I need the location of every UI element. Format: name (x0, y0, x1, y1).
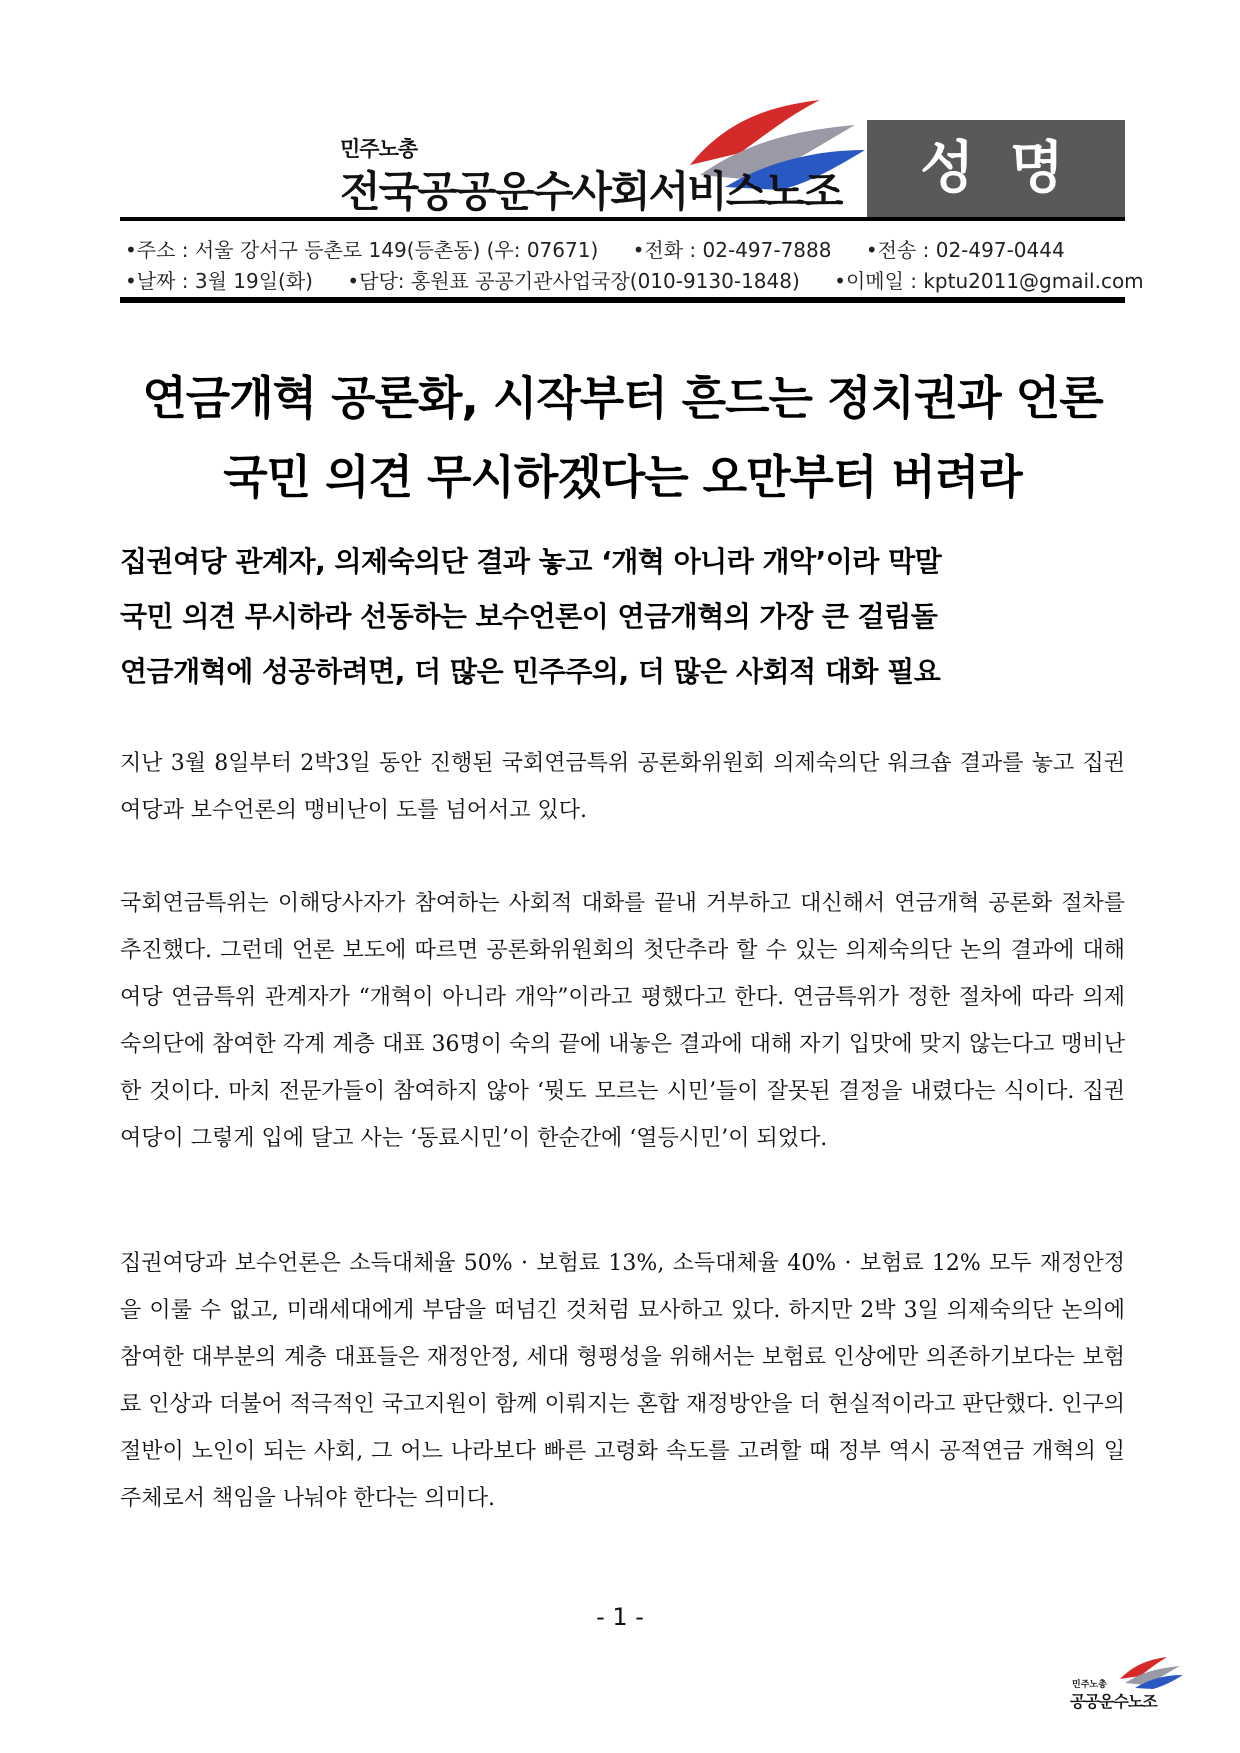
subheadline: 연금개혁에 성공하려면, 더 많은 민주주의, 더 많은 사회적 대화 필요 (120, 655, 941, 688)
org-small-label: 민주노총 (340, 137, 418, 161)
footer-logo (1070, 1655, 1190, 1715)
header-divider (120, 217, 1125, 221)
letterhead (120, 95, 1125, 220)
email-text: •이메일 : kptu2011@gmail.com (834, 269, 1144, 293)
meta-divider (120, 297, 1125, 303)
contact-info-row (125, 234, 1093, 263)
phone-text: •전화 : 02-497-7888 (632, 238, 832, 262)
address-text: •주소 : 서울 강서구 등촌로 149(등촌동) (우: 07671) (125, 238, 599, 262)
body-paragraph: 지난 3월 8일부터 2박3일 동안 진행된 국회연금특위 공론화위원회 의제숙의단 워크숍 결과를 놓고 집권여당과 보수언론의 맹비난이 도를 넘어서고 있다. (120, 751, 1125, 823)
footer-org-name: 공공운수노조 (1070, 1692, 1157, 1711)
subheadline: 집권여당 관계자, 의제숙의단 결과 놓고 ‘개혁 아니라 개악’이라 막말 (120, 545, 942, 578)
contact-person-text: •담당: 홍원표 공공기관사업국장(010-9130-1848) (347, 269, 800, 293)
footer-flag-icon (1115, 1655, 1185, 1689)
footer-org-small: 민주노총 (1072, 1680, 1107, 1690)
body-paragraph: 국회연금특위는 이해당사자가 참여하는 사회적 대화를 끝내 거부하고 대신해서 연금개혁 공론화 절차를 추진했다. 그런데 언론 보도에 따르면 공론화위원회의 첫단추라 할 수 있는 의제숙의단 논의 결과에 대해 여당 연금특위 관계자가 “개혁이 아니라 개악”이라고 평했다고 한다. 연금특위가 정한 절차에 따라 의제숙의단에 참여한 각계 계층 대표 36명이 숙의 끝에 내놓은 결과에 대해 자기 입맛에 맞지 않는다고 맹비난한 것이다. 마치 전문가들이 참여하지 않아 ‘뭣도 모르는 시민’들이 잘못된 결정을 내렸다는 식이다. 집권여당이 그렇게 입에 달고 사는 ‘동료시민’이 한순간에 ‘열등시민’이 되었다. (120, 891, 1125, 1151)
headline-line-2: 국민 의견 무시하겠다는 오만부터 버려라 (223, 450, 1022, 504)
fax-text: •전송 : 02-497-0444 (865, 238, 1065, 262)
org-name: 전국공공운수사회서비스노조 (340, 167, 842, 216)
subheadline: 국민 의견 무시하라 선동하는 보수언론이 연금개혁의 가장 큰 걸림돌 (120, 600, 938, 633)
page-number: - 1 - (596, 1603, 644, 1631)
date-text: •날짜 : 3월 19일(화) (125, 269, 313, 293)
statement-badge: 성 명 (867, 120, 1125, 218)
body-paragraph: 집권여당과 보수언론은 소득대체율 50% · 보험료 13%, 소득대체율 40% · 보험료 12% 모두 재정안정을 이룰 수 없고, 미래세대에게 부담을 떠넘긴 것처럼 묘사하고 있다. 하지만 2박 3일 의제숙의단 논의에 참여한 대부분의 계층 대표들은 재정안정, 세대 형평성을 위해서는 보험료 인상에만 의존하기보다는 보험료 인상과 더불어 적극적인 국고지원이 함께 이뤄지는 혼합 재정방안을 더 현실적이라고 판단했다. 인구의 절반이 노인이 되는 사회, 그 어느 나라보다 빠른 고령화 속도를 고려할 때 정부 역시 공적연금 개혁의 일주체로서 책임을 나눠야 한다는 의미다. (120, 1251, 1125, 1511)
headline-line-1: 연금개혁 공론화, 시작부터 흔드는 정치권과 언론 (142, 371, 1103, 425)
date-contact-row (125, 265, 1172, 294)
